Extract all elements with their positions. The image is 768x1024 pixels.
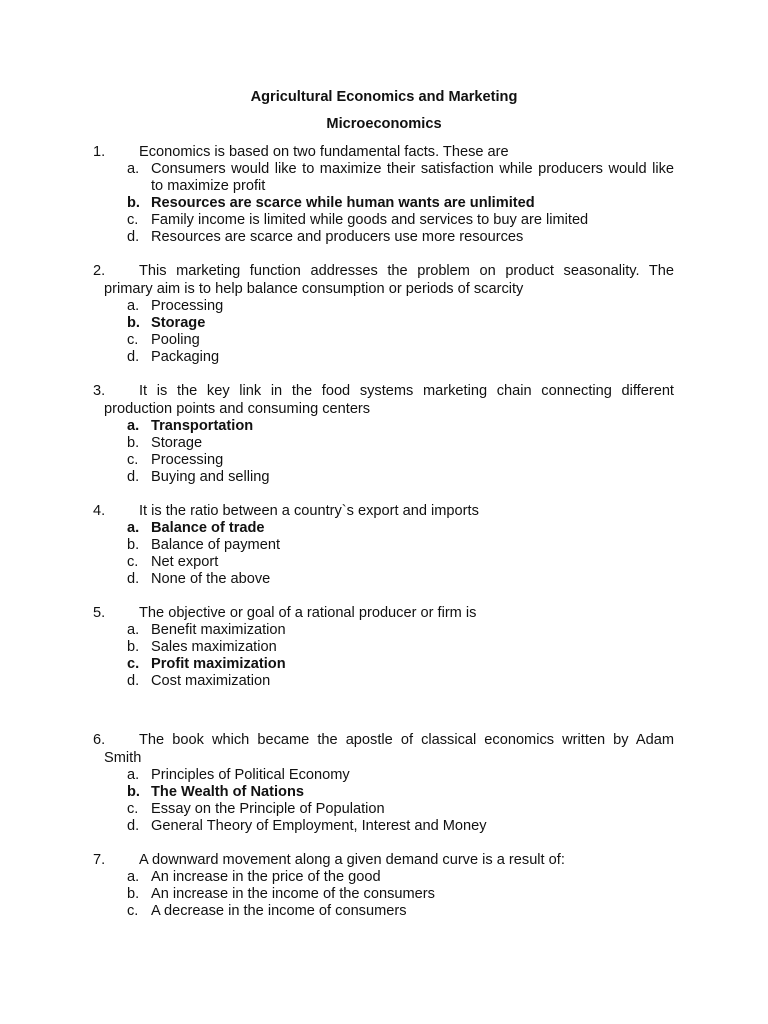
option-letter: c. <box>127 656 140 672</box>
option-c-correct <box>93 656 674 673</box>
option-letter: d. <box>127 571 140 587</box>
option-a-correct <box>93 418 674 435</box>
question-7 <box>93 851 674 920</box>
option-text: Family income is limited while goods and services to buy are limited <box>151 212 589 228</box>
option-d <box>93 229 674 246</box>
option-list <box>93 767 674 835</box>
option-list <box>93 622 674 690</box>
option-b <box>93 639 674 656</box>
question-stem-line <box>93 604 674 622</box>
option-text: An increase in the income of the consumers <box>151 886 435 902</box>
question-3 <box>93 382 674 486</box>
option-b-correct <box>93 195 674 212</box>
question-stem-line <box>93 143 674 161</box>
option-d <box>93 469 674 486</box>
option-text: Resources are scarce while human wants are unlimited <box>151 195 535 211</box>
option-text: Buying and selling <box>151 469 270 485</box>
option-text: Sales maximization <box>151 639 277 655</box>
option-c <box>93 801 674 818</box>
option-letter: b. <box>127 315 140 331</box>
option-letter: c. <box>127 903 139 919</box>
option-text: Pooling <box>151 332 200 348</box>
option-letter: b. <box>127 784 140 800</box>
option-letter: c. <box>127 212 139 228</box>
option-b-correct <box>93 784 674 801</box>
option-text: A decrease in the income of consumers <box>151 903 407 919</box>
option-b-correct <box>93 315 674 332</box>
option-text: Resources are scarce and producers use more resources <box>151 229 524 245</box>
question-stem-line <box>93 262 674 280</box>
option-letter: c. <box>127 801 139 817</box>
question-text-continued: production points and consuming centers <box>104 401 371 417</box>
option-text: Processing <box>151 452 224 468</box>
question-text-continued: primary aim is to help balance consumption or periods of scarcity <box>104 281 524 297</box>
option-letter: d. <box>127 349 140 365</box>
option-a <box>93 298 674 315</box>
option-list <box>93 418 674 486</box>
option-d <box>93 673 674 690</box>
option-d <box>93 349 674 366</box>
option-a-correct <box>93 520 674 537</box>
question-number: 6. <box>93 732 106 748</box>
option-text: General Theory of Employment, Interest and Money <box>151 818 487 834</box>
question-number: 5. <box>93 605 106 621</box>
option-letter: c. <box>127 332 139 348</box>
option-letter: a. <box>127 520 140 536</box>
option-letter: a. <box>127 298 140 314</box>
question-text: A downward movement along a given demand curve is a result of: <box>139 852 565 868</box>
option-letter: d. <box>127 673 140 689</box>
option-text: Packaging <box>151 349 220 365</box>
option-text: An increase in the price of the good <box>151 869 381 885</box>
option-c <box>93 903 674 920</box>
option-text: Net export <box>151 554 219 570</box>
option-a <box>93 161 674 195</box>
option-letter: a. <box>127 622 140 638</box>
option-b <box>93 886 674 903</box>
option-text: Storage <box>151 315 206 331</box>
option-letter: a. <box>127 418 140 434</box>
document-title: Agricultural Economics and Marketing <box>250 89 518 105</box>
option-list <box>93 520 674 588</box>
option-letter: a. <box>127 161 140 177</box>
option-a <box>93 622 674 639</box>
option-list <box>93 161 674 246</box>
option-d <box>93 818 674 835</box>
option-c <box>93 452 674 469</box>
option-text: Benefit maximization <box>151 622 286 638</box>
option-list <box>93 869 674 920</box>
question-text: It is the ratio between a country`s export and imports <box>139 503 479 519</box>
option-text: Transportation <box>151 418 254 434</box>
question-5 <box>93 604 674 690</box>
question-text: The objective or goal of a rational producer or firm is <box>139 605 477 621</box>
option-letter: b. <box>127 537 140 553</box>
question-number: 4. <box>93 503 106 519</box>
option-letter: d. <box>127 818 140 834</box>
option-text: Cost maximization <box>151 673 271 689</box>
option-c <box>93 332 674 349</box>
option-c <box>93 554 674 571</box>
question-text: This marketing function addresses the problem on product seasonality. The <box>139 263 674 279</box>
document-subtitle: Microeconomics <box>326 116 442 132</box>
option-text: Processing <box>151 298 224 314</box>
option-text: None of the above <box>151 571 271 587</box>
question-2 <box>93 262 674 366</box>
question-4 <box>93 502 674 588</box>
option-letter: c. <box>127 452 139 468</box>
option-letter: d. <box>127 229 140 245</box>
question-text: The book which became the apostle of classical economics written by Adam <box>139 732 674 748</box>
option-text: Essay on the Principle of Population <box>151 801 385 817</box>
option-b <box>93 435 674 452</box>
option-text: Balance of trade <box>151 520 265 536</box>
question-stem-line <box>93 382 674 400</box>
option-letter: b. <box>127 195 140 211</box>
option-letter: c. <box>127 554 139 570</box>
option-letter: b. <box>127 639 140 655</box>
question-text: Economics is based on two fundamental facts. These are <box>139 144 509 160</box>
question-stem-line <box>93 502 674 520</box>
question-stem-line <box>93 731 674 749</box>
question-1 <box>93 143 674 246</box>
question-stem-line <box>93 851 674 869</box>
question-number: 3. <box>93 383 106 399</box>
question-text-continued: Smith <box>104 750 142 766</box>
option-text: Balance of payment <box>151 537 280 553</box>
option-a <box>93 767 674 784</box>
option-letter: d. <box>127 469 140 485</box>
option-list <box>93 298 674 366</box>
option-letter: b. <box>127 435 140 451</box>
option-letter: b. <box>127 886 140 902</box>
option-c <box>93 212 674 229</box>
option-text: Profit maximization <box>151 656 286 672</box>
question-text: It is the key link in the food systems marketing chain connecting different <box>139 383 674 399</box>
option-text: Consumers would like to maximize their satisfaction while producers would like to maximize profit <box>151 161 674 194</box>
option-text: Storage <box>151 435 203 451</box>
question-number: 1. <box>93 144 106 160</box>
option-text: The Wealth of Nations <box>151 784 304 800</box>
question-6 <box>93 731 674 835</box>
question-number: 2. <box>93 263 106 279</box>
option-b <box>93 537 674 554</box>
option-text: Principles of Political Economy <box>151 767 350 783</box>
option-a <box>93 869 674 886</box>
option-letter: a. <box>127 869 140 885</box>
option-d <box>93 571 674 588</box>
question-number: 7. <box>93 852 106 868</box>
option-letter: a. <box>127 767 140 783</box>
